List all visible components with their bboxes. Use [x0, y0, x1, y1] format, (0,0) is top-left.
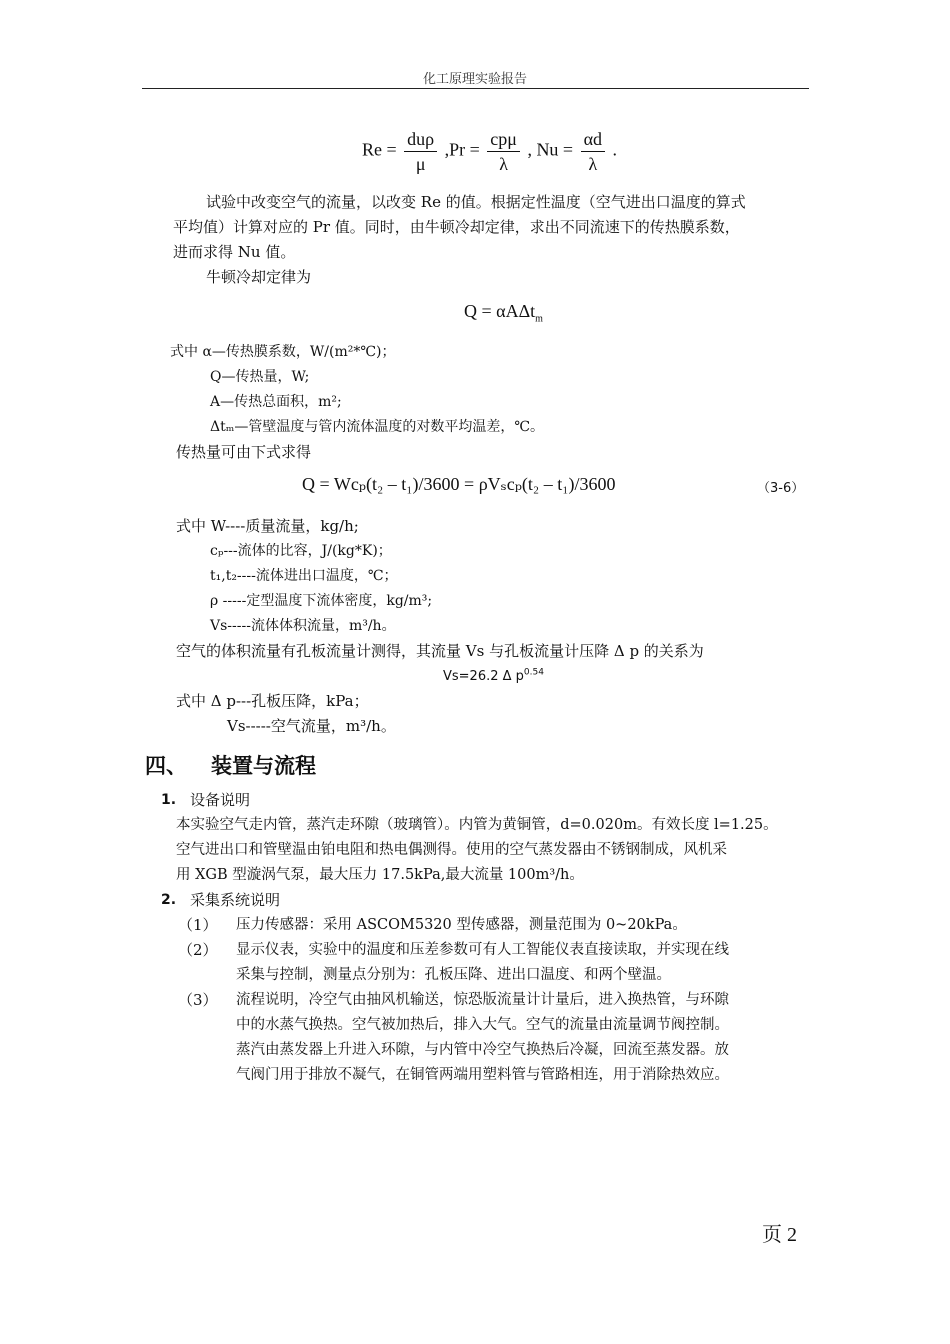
item2-sub2-line-1: 显示仪表，实验中的温度和压差参数可有人工智能仪表直接读取，并实现在线: [236, 942, 729, 958]
intro-line-4: 牛顿冷却定律为: [206, 268, 312, 286]
item2-sub1-number: （1）: [178, 916, 218, 934]
eq-pr-numerator: cpμ: [487, 128, 520, 152]
page-number: 页 2: [762, 1224, 797, 1246]
item1-para-line-3: 用 XGB 型漩涡气泵，最大压力 17.5kPa,最大流量 100m³/h。: [176, 867, 584, 883]
defs2-line-2: cₚ---流体的比容，J/(kg*K)；: [210, 543, 392, 559]
page-header: 化工原理实验报告: [422, 72, 527, 87]
eq-nu-denominator: λ: [588, 154, 598, 174]
defs3-line-2: Vs-----空气流量，m³/h。: [227, 717, 396, 735]
item1-title: 设备说明: [190, 791, 251, 809]
item1-para-line-1: 本实验空气走内管，蒸汽走环隙（玻璃管）。内管为黄铜管，d=0.020m。有效长度 l=1.25。: [176, 817, 778, 833]
item2-sub2-line-2: 采集与控制，测量点分别为：孔板压降、进出口温度、和两个壁温。: [236, 967, 671, 983]
intro-line-3: 进而求得 Nu 值。: [173, 243, 296, 261]
eq-re-numerator: duρ: [404, 128, 437, 152]
item2-title: 采集系统说明: [190, 891, 281, 909]
defs1-line-2: Q—传热量，W;: [210, 369, 310, 385]
equation-dimensionless: [362, 128, 617, 175]
eq-newton-body: Q = αAΔt: [464, 301, 536, 321]
eq-re-lhs: Re =: [362, 139, 397, 160]
equation-vs-exponent: 0.54: [523, 667, 544, 678]
item2-sub3-line-2: 中的水蒸气换热。空气被加热后，排入大气。空气的流量由流量调节阀控制。: [236, 1017, 729, 1033]
equation-heat: Q = Wcₚ(t₂ – t₁)/3600 = ρVₛcₚ(t₂ – t₁)/3600: [302, 474, 616, 494]
eq-pr-fraction: [487, 128, 520, 175]
item1-number: 1.: [161, 792, 177, 808]
intro-line-1: 试验中改变空气的流量，以改变 Re 的值。根据定性温度（空气进出口温度的算式: [206, 193, 746, 211]
header-rule: [142, 88, 809, 89]
defs1-line-3: A—传热总面积，m²;: [210, 394, 342, 410]
eq-nu-lhs: , Nu =: [527, 139, 574, 160]
equation-heat-number: （3-6）: [757, 481, 805, 496]
section-number: 四、: [145, 754, 187, 778]
eq-re-fraction: [404, 128, 437, 175]
defs2-line-5: Vs-----流体体积流量，m³/h。: [210, 618, 396, 634]
item2-number: 2.: [161, 892, 177, 908]
equation-vs-body: Vs=26.2 Δ p: [443, 669, 524, 684]
defs2-line-1: 式中 W----质量流量，kg/h;: [176, 517, 359, 535]
defs1-line-4: Δtₘ—管壁温度与管内流体温度的对数平均温差，℃。: [210, 419, 544, 435]
eq-nu-numerator: αd: [581, 128, 605, 152]
item2-sub3-line-3: 蒸汽由蒸发器上升进入环隙，与内管中冷空气换热后冷凝，回流至蒸发器。放: [236, 1042, 729, 1058]
item2-sub1-line-1: 压力传感器：采用 ASCOM5320 型传感器，测量范围为 0~20kPa。: [236, 917, 687, 933]
section-title: 装置与流程: [211, 754, 316, 778]
equation-newton: [464, 301, 543, 325]
eq-end: .: [612, 139, 618, 160]
eq-newton-sub: m: [535, 313, 543, 325]
intro-line-2: 平均值）计算对应的 Pr 值。同时，由牛顿冷却定律，求出不同流速下的传热膜系数，: [173, 218, 740, 236]
defs2-line-3: t₁,t₂----流体进出口温度，℃；: [210, 568, 398, 584]
defs2-line-6: 空气的体积流量有孔板流量计测得，其流量 Vs 与孔板流量计压降 Δ p 的关系为: [176, 642, 704, 660]
item2-sub3-number: （3）: [178, 991, 218, 1009]
defs2-line-4: ρ -----定型温度下流体密度，kg/m³;: [210, 593, 433, 609]
item2-sub2-number: （2）: [178, 941, 218, 959]
eq-pr-lhs: ,Pr =: [444, 139, 480, 160]
item2-sub3-line-1: 流程说明，冷空气由抽风机输送，惊恐版流量计计量后，进入换热管，与环隙: [236, 992, 729, 1008]
defs3-line-1: 式中 Δ p---孔板压降，kPa；: [176, 692, 369, 710]
item1-para-line-2: 空气进出口和管壁温由铂电阻和热电偶测得。使用的空气蒸发器由不锈钢制成，风机采: [176, 842, 727, 858]
defs1-line-1: 式中 α—传热膜系数，W/(m²*℃)；: [170, 344, 396, 360]
eq-nu-fraction: [581, 128, 605, 175]
equation-vs: [443, 664, 544, 689]
item2-sub3-line-4: 气阀门用于排放不凝气，在铜管两端用塑料管与管路相连，用于消除热效应。: [236, 1067, 729, 1083]
eq-re-denominator: μ: [415, 154, 426, 174]
eq-pr-denominator: λ: [499, 154, 508, 174]
defs1-line-5: 传热量可由下式求得: [176, 443, 312, 461]
